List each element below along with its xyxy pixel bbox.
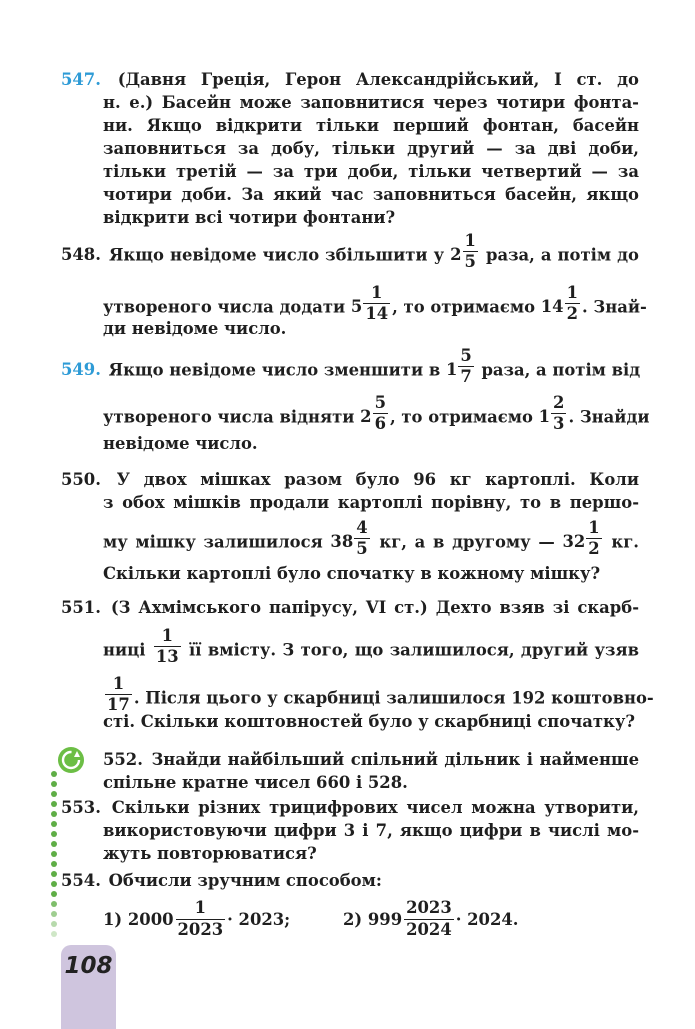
page-number: 108: [64, 953, 113, 979]
dotted-marker-line: [51, 771, 59, 946]
mixed-fraction: 2 $\frac{5}{6}$: [360, 393, 386, 434]
problem-number: 552.: [103, 750, 143, 769]
fraction: $\frac{1}{13}$: [155, 626, 179, 667]
mixed-fraction: 32 $\frac{1}{2}$: [562, 518, 600, 559]
problem-number: 551.: [61, 598, 101, 617]
fraction: $\frac{1}{17}$: [107, 674, 130, 715]
mixed-fraction: 38 $\frac{4}{5}$: [330, 518, 368, 559]
problem-number: 550.: [61, 470, 101, 489]
problem-number: 554.: [61, 871, 101, 890]
mixed-fraction: 1 $\frac{2}{3}$: [538, 393, 565, 434]
mixed-fraction: 5 $\frac{1}{14}$: [350, 283, 389, 324]
mixed-fraction: 2 $\frac{1}{5}$: [450, 231, 476, 272]
mixed-fraction: 1 $\frac{5}{7}$: [445, 346, 472, 387]
problem-number: 549.: [61, 360, 101, 380]
cycle-arrow-icon: [58, 747, 84, 773]
expression-1: 1) 2000 $\frac{1}{2023}$ · 2023;: [103, 898, 291, 939]
mixed-fraction: 14 $\frac{1}{2}$: [540, 283, 578, 324]
expression-2: 2) 999 $\frac{2023}{2024}$ · 2024.: [343, 898, 519, 939]
page-number-tab: [61, 945, 116, 1029]
problem-number: 548.: [61, 245, 101, 265]
problem-number: 553.: [61, 798, 101, 817]
problem-number: 547.: [61, 70, 101, 89]
expression-row: [103, 891, 639, 947]
